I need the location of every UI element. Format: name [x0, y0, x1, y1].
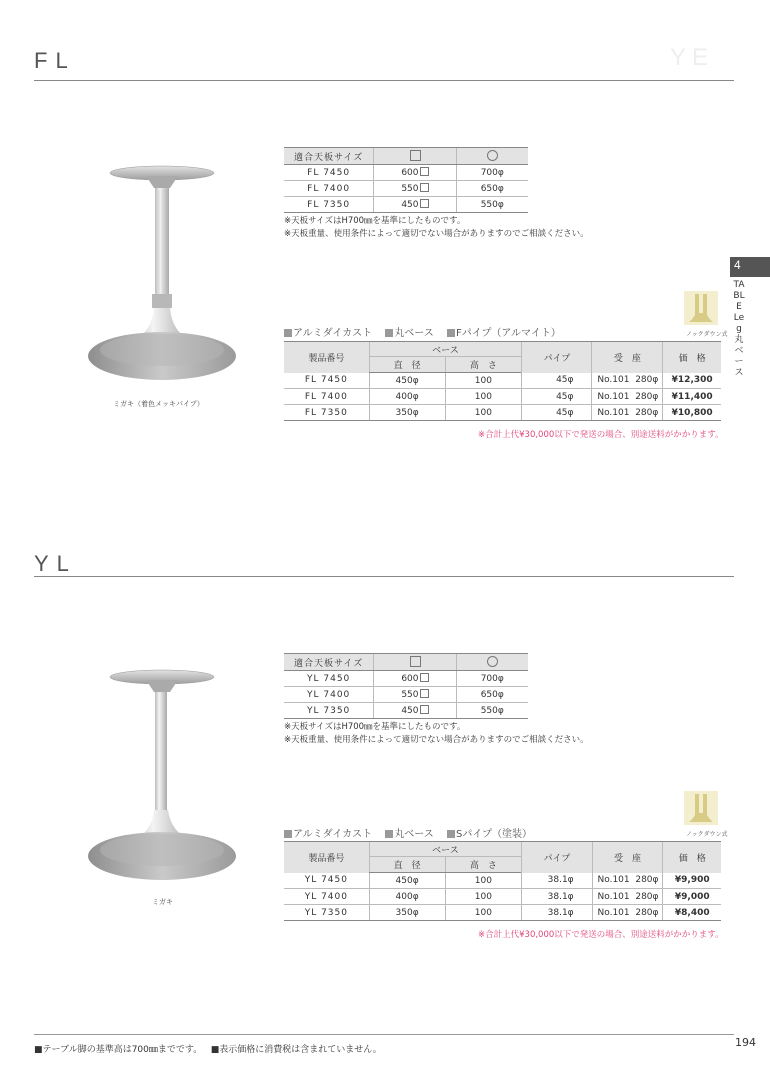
- fl-table-leg-image: [88, 160, 248, 390]
- footer-rule: [34, 1034, 734, 1035]
- chapter-label: TABLE Leg 丸ベース: [733, 280, 745, 378]
- section-title-yl: YL: [34, 551, 77, 576]
- table-row: FL 7450 450φ 100 45φ No.101 280φ ¥12,300: [284, 373, 721, 389]
- square-icon: [420, 167, 429, 176]
- yl-notes: ※天板サイズはH700㎜を基準にしたものです。 ※天板重量、使用条件によって適切でない場合がありますのでご相談ください。: [284, 722, 589, 745]
- table-row: FL 7450 600 700φ: [284, 165, 528, 181]
- knockdown-icon: [684, 791, 718, 825]
- fl-shipping-note: ※合計上代¥30,000以下で発送の場合、別途送料がかかります。: [478, 430, 724, 440]
- ghost-title: YE: [670, 44, 715, 71]
- yl-shipping-note: ※合計上代¥30,000以下で発送の場合、別途送料がかかります。: [478, 930, 724, 940]
- square-icon: [420, 183, 429, 192]
- yl-spec-label: アルミダイカスト 丸ベース Sパイプ（塗装）: [284, 825, 532, 840]
- yl-spec-table: 製品番号 ベース パイプ 受 座 価 格 直 径 高 さ YL 7450 450φ 100 38.1φ No.101 280φ ¥9,900 YL 7400 400φ 100 38.1φ No.101 280φ ¥9,000 YL 7350 350φ 100 38.1φ No.101 280φ ¥8,400: [284, 841, 721, 921]
- footer-notes: ■テーブル脚の基準高は700㎜までです。 ■表示価格に消費税は含まれていません。: [34, 1045, 382, 1055]
- table-row: FL 7350 450 550φ: [284, 197, 528, 213]
- table-row: YL 7450 450φ 100 38.1φ No.101 280φ ¥9,900: [284, 873, 721, 889]
- square-icon: [420, 673, 429, 682]
- fl-notes: ※天板サイズはH700㎜を基準にしたものです。 ※天板重量、使用条件によって適切でない場合がありますのでご相談ください。: [284, 216, 589, 239]
- size-header-label: 適合天板サイズ: [284, 654, 374, 671]
- square-header-icon: [374, 148, 456, 165]
- knockdown-icon: [684, 291, 718, 325]
- square-icon: [420, 199, 429, 208]
- table-row: YL 7400 400φ 100 38.1φ No.101 280φ ¥9,000: [284, 889, 721, 905]
- knockdown-label: ノックダウン式: [686, 331, 728, 338]
- fl-spec-table: 製品番号 ベース パイプ 受 座 価 格 直 径 高 さ FL 7450 450φ 100 45φ No.101 280φ ¥12,300 FL 7400 400φ 100 45φ No.101 280φ ¥11,400 FL 7350 350φ 100 45φ No.101 280φ ¥10,800: [284, 341, 721, 421]
- round-header-icon: [456, 654, 528, 671]
- fl-image-caption: ミガキ（着色メッキパイプ）: [113, 400, 204, 408]
- round-header-icon: [456, 148, 528, 165]
- yl-top-size-table: [284, 653, 528, 719]
- knockdown-label: ノックダウン式: [686, 831, 728, 838]
- table-row: YL 7350 350φ 100 38.1φ No.101 280φ ¥8,400: [284, 905, 721, 921]
- table-row: FL 7400 550 650φ: [284, 181, 528, 197]
- square-icon: [420, 689, 429, 698]
- table-row: FL 7350 350φ 100 45φ No.101 280φ ¥10,800: [284, 405, 721, 421]
- yl-table-leg-image: [88, 664, 248, 890]
- size-header-label: 適合天板サイズ: [284, 148, 374, 165]
- table-row: FL 7400 400φ 100 45φ No.101 280φ ¥11,400: [284, 389, 721, 405]
- table-row: YL 7450 600 700φ: [284, 671, 528, 687]
- square-header-icon: [374, 654, 456, 671]
- section-rule: [34, 80, 734, 81]
- chapter-number: 4: [734, 258, 741, 272]
- page-number: 194: [735, 1036, 756, 1049]
- square-icon: [420, 705, 429, 714]
- table-row: YL 7350 450 550φ: [284, 703, 528, 719]
- table-row: YL 7400 550 650φ: [284, 687, 528, 703]
- fl-top-size-table: [284, 147, 528, 213]
- section-title-fl: FL: [34, 48, 76, 73]
- section-rule: [34, 576, 734, 577]
- fl-spec-label: アルミダイカスト 丸ベース Fパイプ（アルマイト）: [284, 324, 561, 339]
- yl-image-caption: ミガキ: [152, 898, 173, 906]
